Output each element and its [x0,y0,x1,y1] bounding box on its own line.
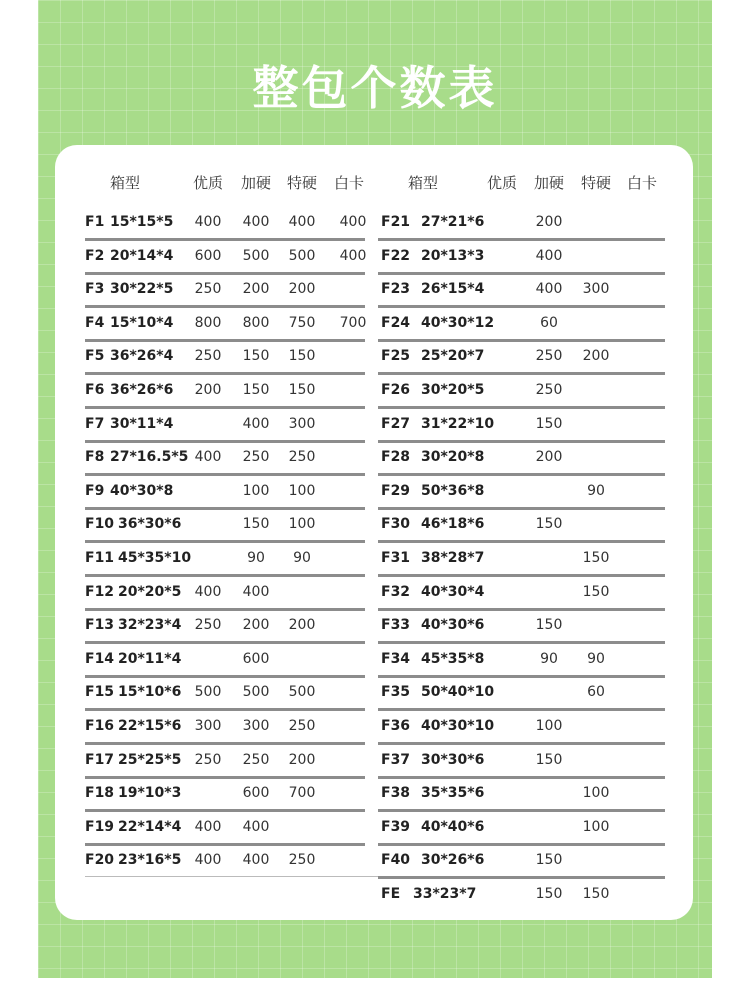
box-size: 19*10*3 [118,785,182,802]
box-code: F27 [381,415,411,432]
box-code: F15 [85,684,115,701]
box-code: F4 [85,314,105,331]
box-size: 30*11*4 [110,415,174,432]
box-size: 23*16*5 [118,852,182,869]
box-size: 20*11*4 [118,650,182,667]
count-value: 400 [242,583,270,600]
box-code: F1 [85,214,105,230]
box-size: 50*40*10 [421,684,495,701]
box-code: F5 [85,348,105,365]
count-value: 250 [288,852,316,869]
box-code: F40 [381,852,411,869]
count-value: 300 [242,718,270,734]
count-value: 90 [587,650,605,667]
box-size: 27*21*6 [421,214,485,230]
box-code: F7 [85,415,105,432]
row-divider [85,675,365,678]
box-size: 50*36*8 [421,482,485,499]
count-value: 250 [288,449,316,466]
count-value: 100 [288,482,316,499]
box-code: F32 [381,583,411,600]
count-value: 150 [535,415,563,432]
count-value: 250 [194,751,222,768]
row-divider [378,238,665,241]
count-value: 150 [288,382,316,398]
box-size: 36*26*6 [110,382,174,398]
count-value: 150 [535,852,563,869]
count-value: 300 [288,415,316,432]
box-code: F36 [381,718,411,734]
count-value: 100 [535,718,563,734]
header-premium-left: 优质 [192,174,223,192]
count-value: 90 [540,650,558,667]
count-value: 60 [540,314,558,331]
count-value: 60 [587,684,605,701]
header-box-type-right: 箱型 [407,174,438,192]
count-value: 200 [582,348,610,365]
count-value: 250 [194,281,222,298]
header-extra-hard-left: 特硬 [286,174,317,192]
count-value: 250 [242,751,270,768]
row-divider [378,876,665,879]
box-size: 15*15*5 [110,214,174,230]
count-value: 100 [242,482,270,499]
count-value: 800 [242,314,270,331]
box-code: F14 [85,650,115,667]
count-value: 400 [242,852,270,869]
box-code: F29 [381,482,411,499]
box-code: F13 [85,617,115,634]
count-value: 400 [242,214,270,230]
box-size: 33*23*7 [413,886,477,902]
box-code: F23 [381,281,411,298]
count-value: 600 [242,785,270,802]
count-value: 200 [194,382,222,398]
count-value: 150 [242,348,270,365]
row-divider [85,507,365,510]
box-code: F22 [381,247,411,264]
row-divider [378,675,665,678]
box-code: F19 [85,818,115,835]
count-value: 700 [339,314,367,331]
count-value: 150 [288,348,316,365]
count-value: 400 [194,449,222,466]
header-premium-right: 优质 [486,174,517,192]
count-value: 200 [535,449,563,466]
count-value: 400 [339,247,367,264]
count-value: 150 [535,751,563,768]
row-divider [85,608,365,611]
box-size: 25*25*5 [118,751,182,768]
row-divider [378,305,665,308]
box-code: FE [381,886,401,902]
row-divider [378,708,665,711]
box-size: 22*14*4 [118,818,182,835]
count-value: 800 [194,314,222,331]
row-divider [378,540,665,543]
count-value: 90 [247,550,265,566]
row-divider [378,272,665,275]
box-size: 40*30*8 [110,482,174,499]
row-divider [378,507,665,510]
row-divider [85,238,365,241]
count-value: 400 [194,214,222,230]
count-value: 400 [242,818,270,835]
box-code: F28 [381,449,411,466]
box-code: F30 [381,516,411,533]
box-code: F18 [85,785,115,802]
box-size: 46*18*6 [421,516,485,533]
count-value: 150 [535,617,563,634]
box-size: 40*30*10 [421,718,495,734]
row-divider [85,809,365,812]
box-size: 22*15*6 [118,718,182,734]
count-value: 100 [582,785,610,802]
box-code: F9 [85,482,105,499]
row-divider [378,641,665,644]
count-value: 250 [288,718,316,734]
box-size: 45*35*10 [118,550,192,566]
row-divider [85,843,365,846]
count-value: 500 [242,684,270,701]
count-value: 400 [288,214,316,230]
row-divider [85,540,365,543]
box-size: 40*30*6 [421,617,485,634]
row-divider [85,742,365,745]
count-value: 700 [288,785,316,802]
box-code: F34 [381,650,411,667]
row-divider [85,372,365,375]
box-size: 25*20*7 [421,348,485,365]
row-divider [85,272,365,275]
box-size: 30*22*5 [110,281,174,298]
count-value: 500 [242,247,270,264]
count-value: 100 [582,818,610,835]
row-divider [378,843,665,846]
box-size: 36*30*6 [118,516,182,533]
count-value: 250 [535,382,563,398]
count-value: 150 [535,516,563,533]
row-divider [378,608,665,611]
row-divider [378,473,665,476]
box-size: 30*30*6 [421,751,485,768]
box-code: F12 [85,583,115,600]
box-size: 31*22*10 [421,415,495,432]
box-code: F31 [381,550,411,566]
box-code: F33 [381,617,411,634]
box-code: F8 [85,449,105,466]
box-size: 36*26*4 [110,348,174,365]
row-divider [85,776,365,779]
row-divider [85,406,365,409]
count-value: 90 [587,482,605,499]
count-value: 150 [242,382,270,398]
box-code: F24 [381,314,411,331]
header-reinforced-left: 加硬 [240,174,271,192]
box-size: 20*20*5 [118,583,182,600]
count-value: 500 [194,684,222,701]
header-white-card-right: 白卡 [626,174,657,192]
box-size: 26*15*4 [421,281,485,298]
count-value: 500 [288,247,316,264]
box-code: F25 [381,348,411,365]
count-value: 400 [339,214,367,230]
box-code: F39 [381,818,411,835]
box-size: 15*10*4 [110,314,174,331]
box-size: 40*40*6 [421,818,485,835]
box-size: 15*10*6 [118,684,182,701]
box-size: 38*28*7 [421,550,485,566]
box-size: 30*20*8 [421,449,485,466]
box-size: 35*35*6 [421,785,485,802]
row-divider [378,406,665,409]
box-size: 30*20*5 [421,382,485,398]
box-size: 40*30*4 [421,583,485,600]
box-size: 27*16.5*5 [110,449,189,466]
box-code: F26 [381,382,411,398]
box-code: F2 [85,247,105,264]
count-value: 200 [288,751,316,768]
box-code: F35 [381,684,411,701]
count-value: 150 [582,886,610,902]
count-value: 200 [242,617,270,634]
count-value: 150 [242,516,270,533]
page-title: 整包个数表 [252,61,498,115]
box-code: F10 [85,516,115,533]
count-value: 250 [194,348,222,365]
header-white-card-left: 白卡 [333,174,364,192]
box-size: 40*30*12 [421,314,495,331]
box-size: 32*23*4 [118,617,182,634]
count-value: 400 [194,818,222,835]
count-value: 200 [535,214,563,230]
count-value: 100 [288,516,316,533]
count-value: 750 [288,314,316,331]
header-box-type-left: 箱型 [109,174,140,192]
row-divider [85,305,365,308]
box-code: F3 [85,281,105,298]
count-value: 400 [535,247,563,264]
row-divider [378,742,665,745]
row-divider [378,809,665,812]
count-value: 250 [194,617,222,634]
count-value: 400 [242,415,270,432]
row-divider [85,708,365,711]
box-code: F16 [85,718,115,734]
count-value: 250 [535,348,563,365]
count-value: 600 [242,650,270,667]
count-value: 600 [194,247,222,264]
box-code: F11 [85,550,115,566]
header-reinforced-right: 加硬 [533,174,564,192]
header-extra-hard-right: 特硬 [580,174,611,192]
count-value: 200 [242,281,270,298]
count-value: 200 [288,617,316,634]
count-value: 150 [582,583,610,600]
count-value: 300 [194,718,222,734]
box-code: F6 [85,382,105,398]
count-value: 400 [194,852,222,869]
count-value: 300 [582,281,610,298]
count-value: 400 [535,281,563,298]
box-code: F21 [381,214,411,230]
row-divider [378,574,665,577]
count-value: 90 [293,550,311,566]
count-value: 200 [288,281,316,298]
count-value: 400 [194,583,222,600]
row-divider [85,440,365,443]
box-size: 20*13*3 [421,247,485,264]
box-code: F20 [85,852,115,869]
count-value: 250 [242,449,270,466]
count-value: 500 [288,684,316,701]
row-divider [378,440,665,443]
count-value: 150 [582,550,610,566]
box-code: F17 [85,751,115,768]
row-divider [85,574,365,577]
row-divider [378,372,665,375]
box-size: 30*26*6 [421,852,485,869]
box-code: F38 [381,785,411,802]
count-value: 150 [535,886,563,902]
row-divider [378,339,665,342]
row-divider [85,339,365,342]
row-divider [85,473,365,476]
row-divider [378,776,665,779]
box-code: F37 [381,751,411,768]
box-size: 45*35*8 [421,650,485,667]
box-size: 20*14*4 [110,247,174,264]
row-divider [85,641,365,644]
